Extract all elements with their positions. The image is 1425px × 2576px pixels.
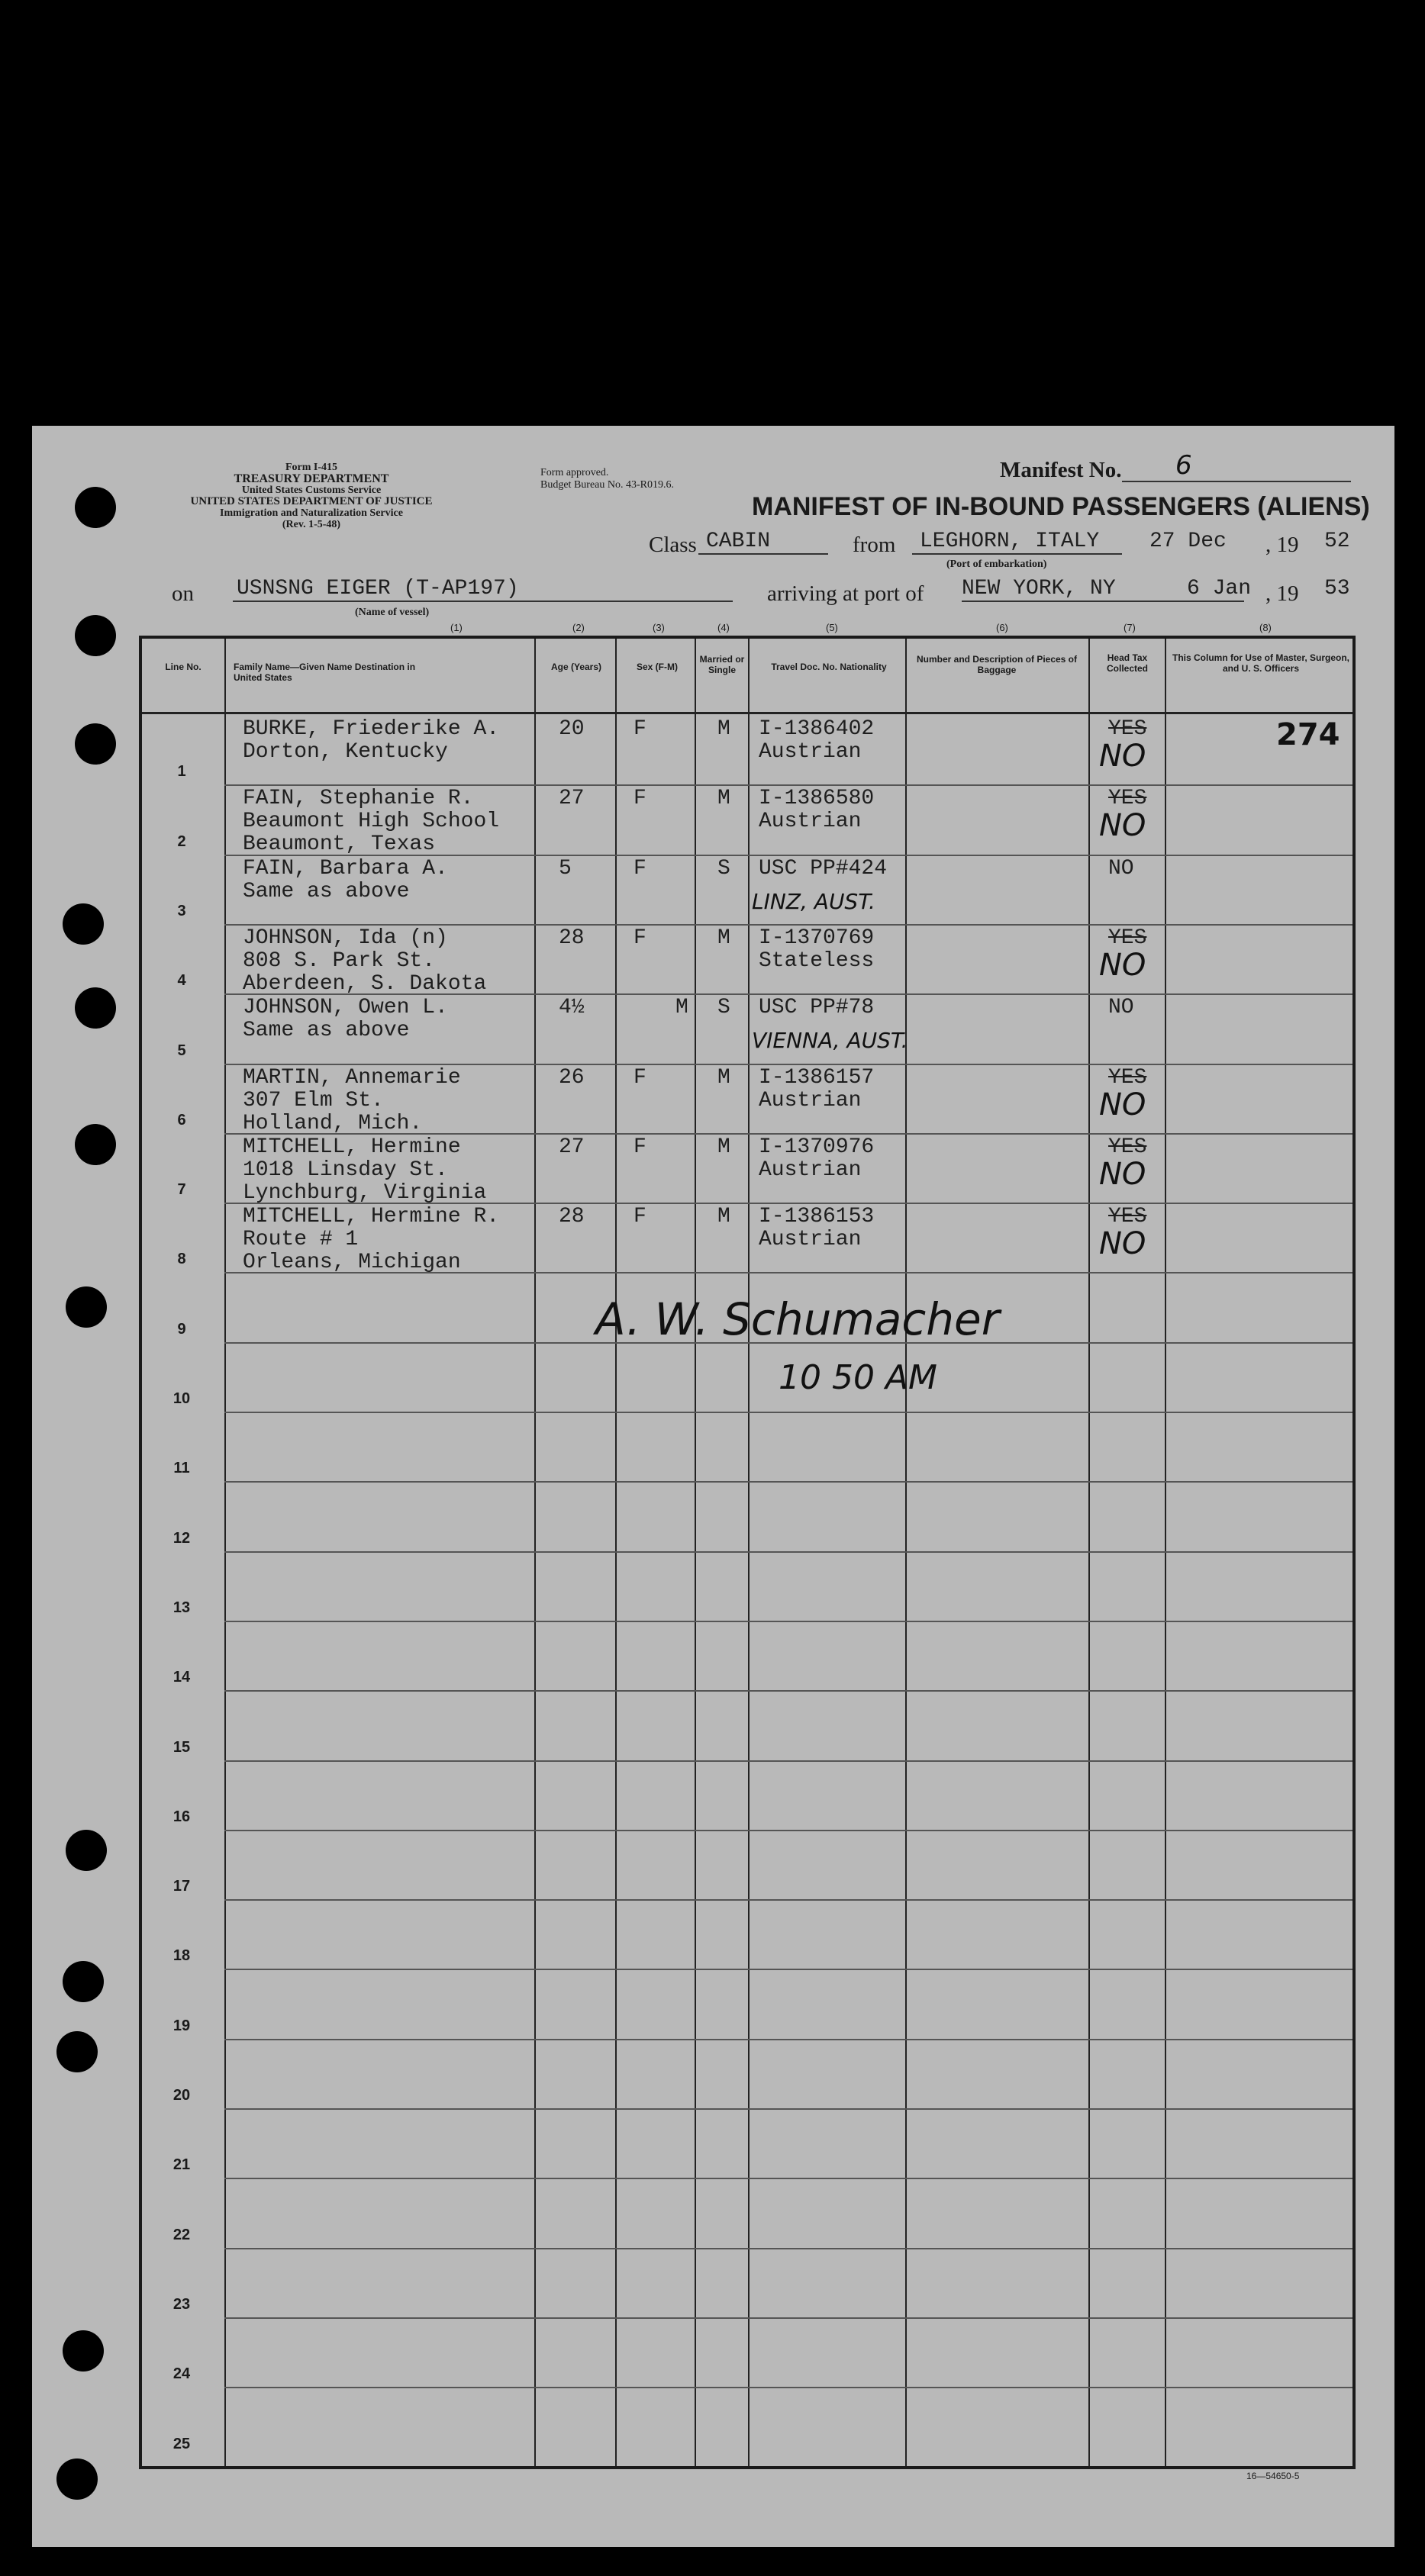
passenger-marital-status: S bbox=[717, 856, 730, 881]
punch-hole bbox=[63, 1961, 104, 2002]
passenger-name: FAIN, Stephanie R. bbox=[243, 787, 474, 811]
row-divider bbox=[224, 1064, 1352, 1065]
travel-doc-number: I-1386157 bbox=[759, 1065, 875, 1090]
col-num-3: (3) bbox=[653, 622, 665, 633]
line-number: 22 bbox=[172, 2226, 191, 2243]
nationality: Stateless bbox=[759, 948, 875, 973]
passenger-name: BURKE, Friederike A. bbox=[243, 717, 500, 741]
punch-hole bbox=[66, 1286, 107, 1328]
travel-doc-number: I-1386153 bbox=[759, 1205, 875, 1229]
punch-hole bbox=[75, 487, 116, 528]
travel-doc-number: I-1386580 bbox=[759, 787, 875, 811]
manifest-no-label: Manifest No. bbox=[1000, 458, 1122, 482]
passenger-age: 5 bbox=[559, 856, 572, 881]
vessel-label: (Name of vessel) bbox=[355, 607, 430, 618]
row-divider bbox=[224, 2248, 1352, 2249]
header-age: Age (Years) bbox=[550, 662, 602, 672]
row-divider bbox=[224, 2039, 1352, 2040]
passenger-marital-status: S bbox=[717, 996, 730, 1020]
line-number: 19 bbox=[172, 2017, 191, 2034]
passenger-age: 27 bbox=[559, 787, 585, 811]
col-num-2: (2) bbox=[572, 622, 585, 633]
line-number: 18 bbox=[172, 1947, 191, 1965]
head-tax-handwritten: NO bbox=[1099, 1087, 1146, 1122]
passenger-table bbox=[139, 636, 1356, 2469]
row-divider bbox=[224, 1551, 1352, 1553]
form-number: Form I-415 bbox=[285, 462, 338, 473]
punch-hole bbox=[66, 1830, 107, 1871]
passenger-destination: Route # 1 bbox=[243, 1228, 359, 1252]
passenger-destination-city: Beaumont, Texas bbox=[243, 832, 436, 857]
class-value: CABIN bbox=[698, 530, 828, 555]
line-number: 14 bbox=[172, 1669, 191, 1686]
officer-signature: A. W. Schumacher bbox=[595, 1293, 1000, 1345]
col-num-6: (6) bbox=[996, 622, 1008, 633]
line-number: 6 bbox=[177, 1111, 186, 1129]
passenger-marital-status: M bbox=[717, 717, 730, 741]
passenger-age: 27 bbox=[559, 1135, 585, 1159]
passenger-sex: F bbox=[634, 1135, 646, 1159]
passenger-marital-status: M bbox=[717, 926, 730, 950]
line-number: 15 bbox=[172, 1738, 191, 1756]
passenger-destination: Beaumont High School bbox=[243, 810, 500, 834]
arrival-port: NEW YORK, NY bbox=[962, 577, 1244, 602]
row-divider bbox=[224, 1621, 1352, 1622]
row-divider bbox=[224, 2108, 1352, 2110]
passenger-destination: 1018 Linsday St. bbox=[243, 1158, 448, 1182]
row-divider bbox=[224, 784, 1352, 786]
line-number: 4 bbox=[177, 972, 186, 990]
line-number: 5 bbox=[177, 1042, 186, 1059]
line-number: 2 bbox=[177, 832, 186, 850]
punch-hole bbox=[63, 2330, 104, 2372]
arrival-year: 53 bbox=[1324, 577, 1350, 601]
travel-doc-number: USC PP#424 bbox=[759, 856, 888, 881]
line-number: 17 bbox=[172, 1878, 191, 1895]
passenger-destination: 307 Elm St. bbox=[243, 1088, 384, 1113]
budget-number: Budget Bureau No. 43-R019.6. bbox=[540, 479, 674, 491]
head-tax-handwritten: NO bbox=[1099, 808, 1146, 844]
header-sex: Sex (F-M) bbox=[637, 662, 678, 672]
passenger-destination-city: Holland, Mich. bbox=[243, 1111, 423, 1135]
line-number: 23 bbox=[172, 2295, 191, 2313]
passenger-destination: 808 S. Park St. bbox=[243, 948, 436, 973]
row-divider bbox=[224, 1830, 1352, 1831]
travel-doc-number: I-1370976 bbox=[759, 1135, 875, 1159]
from-date: 27 Dec bbox=[1149, 530, 1227, 553]
line-number: 25 bbox=[172, 2435, 191, 2452]
line-number: 8 bbox=[177, 1251, 186, 1268]
passenger-name: MITCHELL, Hermine bbox=[243, 1135, 461, 1159]
nationality: Austrian bbox=[759, 810, 862, 834]
travel-doc-number: I-1370769 bbox=[759, 926, 875, 950]
passenger-sex: F bbox=[634, 1065, 646, 1090]
row-divider bbox=[224, 2387, 1352, 2388]
budget-approval bbox=[540, 467, 674, 491]
passenger-marital-status: M bbox=[717, 1135, 730, 1159]
on-label: on bbox=[172, 581, 194, 606]
header-line-no: Line No. bbox=[165, 662, 201, 672]
passenger-marital-status: M bbox=[717, 1065, 730, 1090]
passenger-destination-city: Orleans, Michigan bbox=[243, 1251, 461, 1275]
head-tax-typed: YES bbox=[1108, 717, 1147, 741]
row-divider bbox=[224, 2317, 1352, 2319]
line-number: 9 bbox=[177, 1320, 186, 1338]
passenger-name: JOHNSON, Owen L. bbox=[243, 996, 448, 1020]
col-num-5: (5) bbox=[826, 622, 838, 633]
head-tax-typed: YES bbox=[1108, 1205, 1147, 1229]
from-year-prefix: , 19 bbox=[1265, 533, 1299, 557]
line-number: 12 bbox=[172, 1529, 191, 1547]
footer-code: 16—54650-5 bbox=[1246, 2471, 1300, 2481]
from-port: LEGHORN, ITALY bbox=[912, 530, 1122, 555]
col-num-8: (8) bbox=[1259, 622, 1272, 633]
row-divider bbox=[224, 1969, 1352, 1970]
header-head-tax: Head Tax Collected bbox=[1106, 652, 1148, 674]
issue-place: VIENNA, AUST. bbox=[752, 1028, 908, 1054]
head-tax-typed: YES bbox=[1108, 926, 1147, 950]
header-baggage: Number and Description of Pieces of Baggage bbox=[916, 654, 1078, 675]
punch-hole bbox=[75, 987, 116, 1029]
col-num-4: (4) bbox=[717, 622, 730, 633]
head-tax-handwritten: NO bbox=[1099, 739, 1146, 774]
head-tax-handwritten: NO bbox=[1099, 1156, 1146, 1192]
row-divider bbox=[224, 1690, 1352, 1692]
travel-doc-number: USC PP#78 bbox=[759, 996, 875, 1020]
head-tax-typed: NO bbox=[1108, 996, 1134, 1020]
passenger-age: 26 bbox=[559, 1065, 585, 1090]
passenger-sex: F bbox=[634, 1205, 646, 1229]
page-title: MANIFEST OF IN-BOUND PASSENGERS (ALIENS) bbox=[752, 492, 1370, 521]
form-agency-block bbox=[166, 462, 456, 530]
officer-note: 274 bbox=[1276, 717, 1340, 752]
line-number: 10 bbox=[172, 1390, 191, 1407]
passenger-age: 4½ bbox=[559, 996, 585, 1020]
passenger-sex: F bbox=[634, 717, 646, 741]
row-divider bbox=[224, 924, 1352, 926]
nationality: Austrian bbox=[759, 740, 862, 764]
justice-dept: UNITED STATES DEPARTMENT OF JUSTICE bbox=[190, 495, 433, 507]
line-number: 1 bbox=[177, 763, 186, 781]
punch-hole bbox=[75, 1124, 116, 1165]
line-number: 11 bbox=[173, 1460, 190, 1477]
punch-hole bbox=[56, 2031, 98, 2072]
manifest-no-value: 6 bbox=[1122, 450, 1351, 482]
treasury-dept: TREASURY DEPARTMENT bbox=[234, 472, 389, 485]
passenger-name: MARTIN, Annemarie bbox=[243, 1065, 461, 1090]
line-number: 16 bbox=[172, 1808, 191, 1825]
head-tax-handwritten: NO bbox=[1099, 1226, 1146, 1262]
passenger-destination-city: Lynchburg, Virginia bbox=[243, 1180, 487, 1205]
passenger-marital-status: M bbox=[717, 1205, 730, 1229]
passenger-age: 28 bbox=[559, 926, 585, 950]
passenger-destination-city: Aberdeen, S. Dakota bbox=[243, 971, 487, 996]
head-tax-handwritten: NO bbox=[1099, 947, 1146, 983]
vessel-name: USNSNG EIGER (T-AP197) bbox=[233, 577, 733, 602]
line-number: 3 bbox=[177, 902, 186, 919]
header-name: Family Name—Given Name Destination in United States bbox=[234, 662, 416, 683]
from-label: from bbox=[853, 533, 896, 557]
port-embarkation-label: (Port of embarkation) bbox=[946, 559, 1047, 570]
line-number: 13 bbox=[172, 1599, 191, 1616]
nationality: Austrian bbox=[759, 1228, 862, 1252]
row-divider bbox=[224, 1481, 1352, 1483]
line-number: 24 bbox=[172, 2365, 191, 2383]
class-label: Class bbox=[649, 533, 697, 557]
punch-hole bbox=[75, 723, 116, 765]
head-tax-typed: YES bbox=[1108, 1135, 1147, 1159]
punch-hole bbox=[75, 615, 116, 656]
passenger-sex: F bbox=[634, 787, 646, 811]
head-tax-typed: YES bbox=[1108, 787, 1147, 811]
passenger-destination: Dorton, Kentucky bbox=[243, 740, 448, 764]
passenger-sex: F bbox=[634, 856, 646, 881]
passenger-sex: M bbox=[675, 996, 688, 1020]
passenger-age: 28 bbox=[559, 1205, 585, 1229]
customs-service: United States Customs Service bbox=[241, 485, 382, 496]
form-approved: Form approved. bbox=[540, 467, 609, 478]
header-travel-doc: Travel Doc. No. Nationality bbox=[771, 662, 887, 672]
row-divider bbox=[224, 1412, 1352, 1413]
arriving-label: arriving at port of bbox=[767, 581, 924, 606]
line-number: 21 bbox=[172, 2156, 191, 2174]
nationality: Austrian bbox=[759, 1088, 862, 1113]
issue-place: LINZ, AUST. bbox=[752, 888, 875, 914]
revision: (Rev. 1-5-48) bbox=[282, 519, 341, 530]
arrival-date: 6 Jan bbox=[1187, 577, 1252, 601]
passenger-marital-status: M bbox=[717, 787, 730, 811]
passenger-name: JOHNSON, Ida (n) bbox=[243, 926, 448, 950]
arrival-year-prefix: , 19 bbox=[1265, 581, 1299, 606]
col-num-1: (1) bbox=[450, 622, 463, 633]
punch-hole bbox=[63, 903, 104, 945]
passenger-age: 20 bbox=[559, 717, 585, 741]
row-divider bbox=[224, 1760, 1352, 1762]
from-year: 52 bbox=[1324, 530, 1350, 553]
head-tax-typed: YES bbox=[1108, 1065, 1147, 1090]
nationality: Austrian bbox=[759, 1158, 862, 1182]
head-tax-typed: NO bbox=[1108, 856, 1134, 881]
col-num-7: (7) bbox=[1124, 622, 1136, 633]
header-officers: This Column for Use of Master, Surgeon, and U. S. Officers bbox=[1172, 652, 1350, 674]
line-number: 7 bbox=[177, 1181, 186, 1199]
passenger-destination: Same as above bbox=[243, 1019, 410, 1043]
passenger-name: MITCHELL, Hermine R. bbox=[243, 1205, 500, 1229]
time-note: 10 50 AM bbox=[779, 1358, 938, 1397]
header-divider bbox=[142, 712, 1352, 714]
passenger-sex: F bbox=[634, 926, 646, 950]
row-divider bbox=[224, 1899, 1352, 1901]
ins-service: Immigration and Naturalization Service bbox=[220, 507, 403, 519]
row-divider bbox=[224, 2178, 1352, 2179]
travel-doc-number: I-1386402 bbox=[759, 717, 875, 741]
punch-hole bbox=[56, 2458, 98, 2500]
passenger-name: FAIN, Barbara A. bbox=[243, 856, 448, 881]
line-number: 20 bbox=[172, 2087, 191, 2104]
passenger-destination: Same as above bbox=[243, 879, 410, 903]
header-married: Married or Single bbox=[699, 654, 745, 675]
